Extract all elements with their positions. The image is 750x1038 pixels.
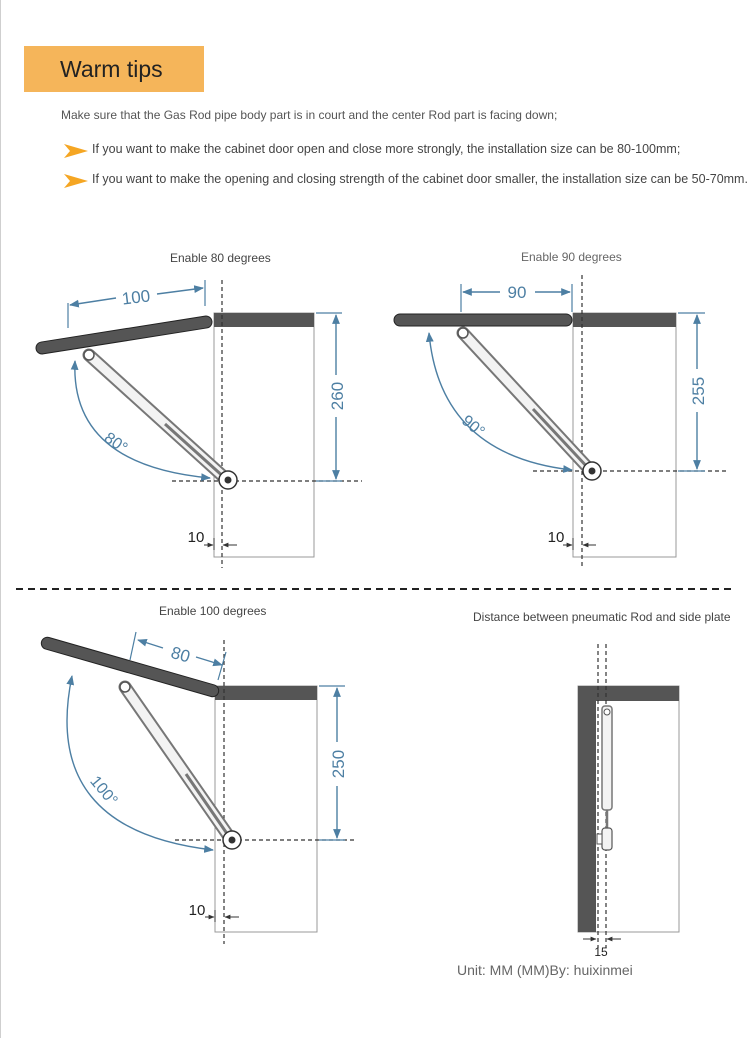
diagram-90 bbox=[394, 275, 727, 568]
rod-bottom-bracket bbox=[602, 828, 612, 850]
warm-tips-title: Warm tips bbox=[60, 55, 163, 82]
offset-90: 10 bbox=[547, 529, 565, 546]
unit-footer: Unit: MM (MM)By: huixinmei bbox=[457, 962, 633, 978]
angle-80: 80° bbox=[100, 429, 131, 458]
side-distance: 15 bbox=[594, 945, 608, 959]
caption-80: Enable 80 degrees bbox=[170, 251, 271, 265]
diagram-100 bbox=[40, 632, 356, 944]
gas-rod-body bbox=[602, 706, 612, 810]
cabinet-door bbox=[35, 315, 213, 355]
rod-top-joint bbox=[120, 682, 130, 692]
rod-top-joint bbox=[84, 350, 94, 360]
side-plate bbox=[578, 686, 596, 932]
offset-80: 10 bbox=[187, 529, 205, 546]
angle-100: 100° bbox=[86, 772, 121, 810]
cabinet-side bbox=[214, 313, 314, 557]
angle-90: 90° bbox=[458, 412, 488, 441]
dim-height-100: 250 bbox=[329, 749, 348, 779]
cabinet-side bbox=[573, 313, 676, 557]
caption-90: Enable 90 degrees bbox=[521, 250, 622, 264]
cabinet-side bbox=[215, 686, 317, 932]
dim-height-80: 260 bbox=[328, 381, 347, 411]
cabinet-top-panel bbox=[215, 686, 317, 700]
cabinet-top-panel bbox=[573, 313, 676, 327]
cabinet-top-panel bbox=[214, 313, 314, 327]
tip-text: If you want to make the cabinet door open and close more strongly, the installation size can be 80-100mm; bbox=[92, 142, 681, 156]
dim-width-100: 80 bbox=[168, 642, 193, 667]
tip-text: If you want to make the opening and closing strength of the cabinet door smaller, the installation size can be 50-70mm. bbox=[92, 172, 748, 186]
caption-100: Enable 100 degrees bbox=[159, 604, 267, 618]
offset-100: 10 bbox=[188, 902, 206, 919]
dim-height-90: 255 bbox=[689, 376, 708, 406]
cabinet-door bbox=[394, 314, 572, 326]
intro-text: Make sure that the Gas Rod pipe body part is in court and the center Rod part is facing down; bbox=[61, 108, 558, 122]
diagram-side-plate bbox=[578, 644, 679, 959]
diagram-80 bbox=[35, 280, 362, 568]
rod-top-joint bbox=[458, 328, 468, 338]
dim-width-90: 90 bbox=[507, 283, 527, 302]
dim-width-80: 100 bbox=[120, 286, 152, 309]
caption-side: Distance between pneumatic Rod and side plate bbox=[473, 610, 731, 624]
